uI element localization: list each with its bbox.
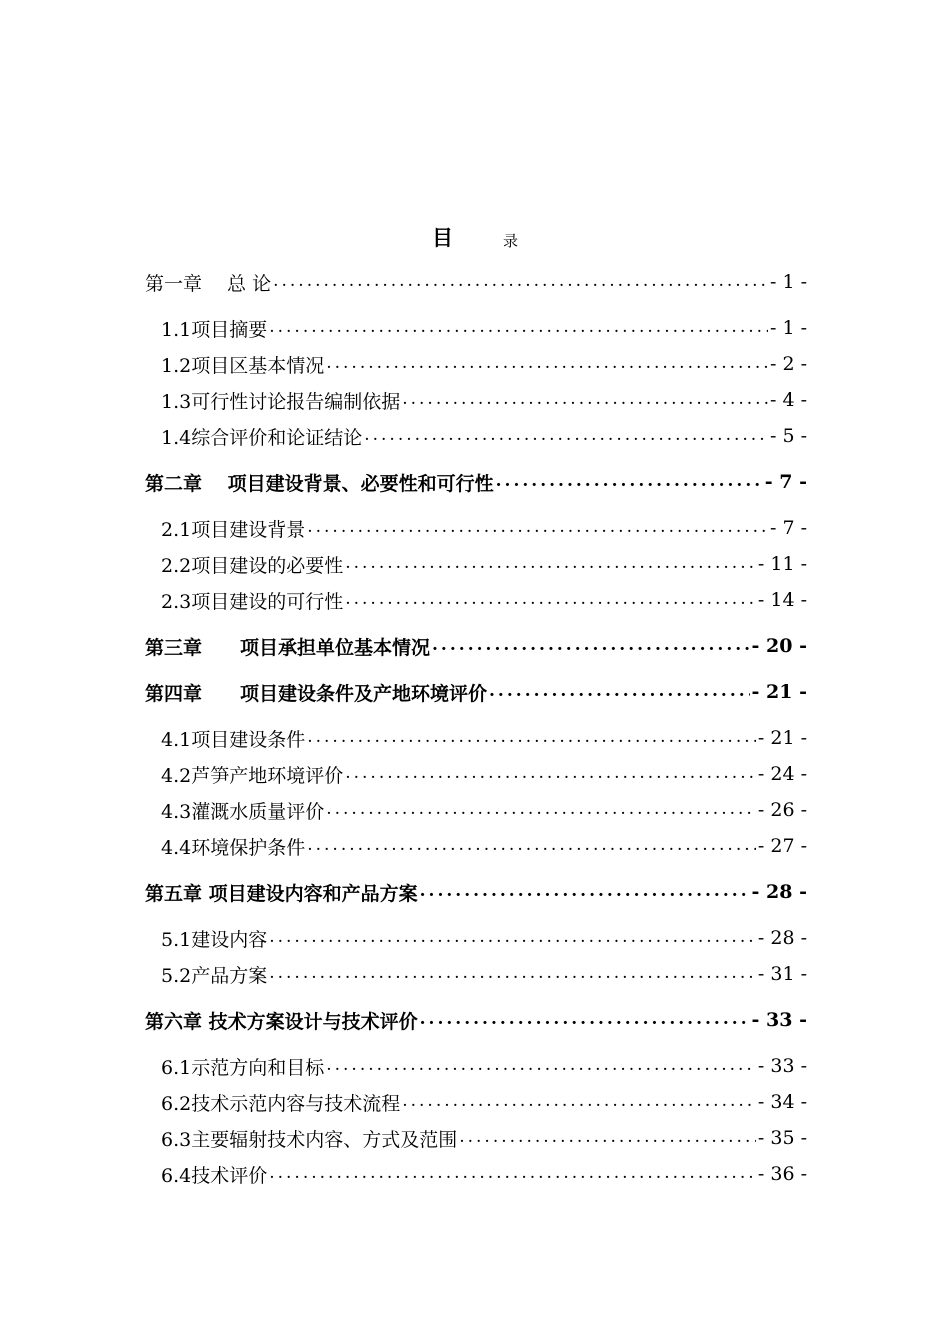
toc-chapter-row[interactable] <box>145 674 807 710</box>
toc-leader-dots <box>432 635 750 657</box>
toc-leader-dots <box>273 271 768 293</box>
toc-entry-label: 4.3灌溉水质量评价 <box>161 800 325 823</box>
toc-entry-label: 6.2技术示范内容与技术流程 <box>161 1092 401 1115</box>
toc-entry-page: - 20 - <box>751 635 807 657</box>
toc-entry-page: - 36 - <box>757 1163 807 1185</box>
toc-leader-dots <box>269 1163 756 1185</box>
toc-entry-label: 第五章 项目建设内容和产品方案 <box>145 882 418 905</box>
toc-entry-label: 6.4技术评价 <box>161 1164 268 1187</box>
toc-section-row[interactable] <box>145 1120 807 1156</box>
toc-entry-page: - 31 - <box>757 963 807 985</box>
toc-section-row[interactable] <box>145 1156 807 1192</box>
toc-title-part1: 目 <box>432 225 453 250</box>
toc-leader-dots <box>420 1009 750 1031</box>
toc-chapter-row[interactable] <box>145 628 807 664</box>
toc-chapter-row[interactable] <box>145 874 807 910</box>
toc-entry-page: - 28 - <box>757 927 807 949</box>
toc-entry-page: - 24 - <box>757 763 807 785</box>
toc-leader-dots <box>307 835 756 857</box>
toc-entry-label: 第一章 总 论 <box>145 272 272 295</box>
toc-entry-page: - 1 - <box>769 271 807 293</box>
toc-section-row[interactable] <box>145 1048 807 1084</box>
toc-entry-page: - 7 - <box>764 471 807 493</box>
toc-chapter-row[interactable] <box>145 1002 807 1038</box>
toc-leader-dots <box>269 317 768 339</box>
toc-entry-page: - 27 - <box>757 835 807 857</box>
toc-entry-label: 2.1项目建设背景 <box>161 518 306 541</box>
toc-leader-dots <box>326 1055 756 1077</box>
toc-entry-label: 2.2项目建设的必要性 <box>161 554 344 577</box>
toc-leader-dots <box>307 727 756 749</box>
toc-entry-page: - 33 - <box>757 1055 807 1077</box>
toc-chapter-row[interactable] <box>145 464 807 500</box>
toc-leader-dots <box>496 471 763 493</box>
toc-entry-label: 1.3可行性讨论报告编制依据 <box>161 390 401 413</box>
toc-entry-label: 5.1建设内容 <box>161 928 268 951</box>
toc-leader-dots <box>326 799 756 821</box>
toc-section-row[interactable] <box>145 310 807 346</box>
toc-entry-page: - 1 - <box>769 317 807 339</box>
toc-section-row[interactable] <box>145 920 807 956</box>
toc-leader-dots <box>307 517 768 539</box>
toc-section-row[interactable] <box>145 382 807 418</box>
toc-leader-dots <box>459 1127 756 1149</box>
toc-leader-dots <box>345 553 756 575</box>
toc-entry-page: - 28 - <box>751 881 807 903</box>
toc-leader-dots <box>402 389 768 411</box>
toc-entry-label: 6.3主要辐射技术内容、方式及范围 <box>161 1128 458 1151</box>
toc-entry-label: 4.2芦笋产地环境评价 <box>161 764 344 787</box>
toc-leader-dots <box>326 353 768 375</box>
toc-section-row[interactable] <box>145 346 807 382</box>
toc-entry-label: 1.2项目区基本情况 <box>161 354 325 377</box>
toc-entry-label: 6.1示范方向和目标 <box>161 1056 325 1079</box>
toc-section-row[interactable] <box>145 582 807 618</box>
toc-leader-dots <box>364 425 768 447</box>
toc-section-row[interactable] <box>145 720 807 756</box>
toc-leader-dots <box>402 1091 756 1113</box>
toc-title <box>0 222 950 252</box>
toc-entry-label: 第四章 项目建设条件及产地环境评价 <box>145 682 488 705</box>
toc-section-row[interactable] <box>145 1084 807 1120</box>
toc-entry-page: - 34 - <box>757 1091 807 1113</box>
toc-entry-label: 第三章 项目承担单位基本情况 <box>145 636 431 659</box>
toc-chapter-row[interactable] <box>145 264 807 300</box>
toc-entry-page: - 35 - <box>757 1127 807 1149</box>
toc-entry-label: 4.4环境保护条件 <box>161 836 306 859</box>
toc-entry-page: - 21 - <box>757 727 807 749</box>
toc-title-part2: 录 <box>503 232 519 250</box>
toc-entry-page: - 4 - <box>769 389 807 411</box>
toc-section-row[interactable] <box>145 510 807 546</box>
toc-entry-label: 4.1项目建设条件 <box>161 728 306 751</box>
toc-leader-dots <box>489 681 750 703</box>
toc-leader-dots <box>269 927 756 949</box>
toc-entry-page: - 2 - <box>769 353 807 375</box>
toc-entry-page: - 21 - <box>751 681 807 703</box>
toc-entry-label: 第六章 技术方案设计与技术评价 <box>145 1010 418 1033</box>
toc-section-row[interactable] <box>145 418 807 454</box>
toc-section-row[interactable] <box>145 956 807 992</box>
toc-leader-dots <box>269 963 756 985</box>
toc-entry-page: - 26 - <box>757 799 807 821</box>
toc-leader-dots <box>420 881 750 903</box>
toc-leader-dots <box>345 589 756 611</box>
toc-section-row[interactable] <box>145 828 807 864</box>
toc-entry-page: - 11 - <box>757 553 807 575</box>
toc-entry-label: 第二章 项目建设背景、必要性和可行性 <box>145 472 494 495</box>
toc-section-row[interactable] <box>145 792 807 828</box>
toc-section-row[interactable] <box>145 756 807 792</box>
toc-entry-page: - 14 - <box>757 589 807 611</box>
toc-entry-page: - 5 - <box>769 425 807 447</box>
toc-entry-label: 1.4综合评价和论证结论 <box>161 426 363 449</box>
toc-entry-label: 1.1项目摘要 <box>161 318 268 341</box>
toc-entry-page: - 7 - <box>769 517 807 539</box>
toc-leader-dots <box>345 763 756 785</box>
toc-entry-label: 5.2产品方案 <box>161 964 268 987</box>
toc-section-row[interactable] <box>145 546 807 582</box>
toc-entry-page: - 33 - <box>751 1009 807 1031</box>
toc-entry-label: 2.3项目建设的可行性 <box>161 590 344 613</box>
